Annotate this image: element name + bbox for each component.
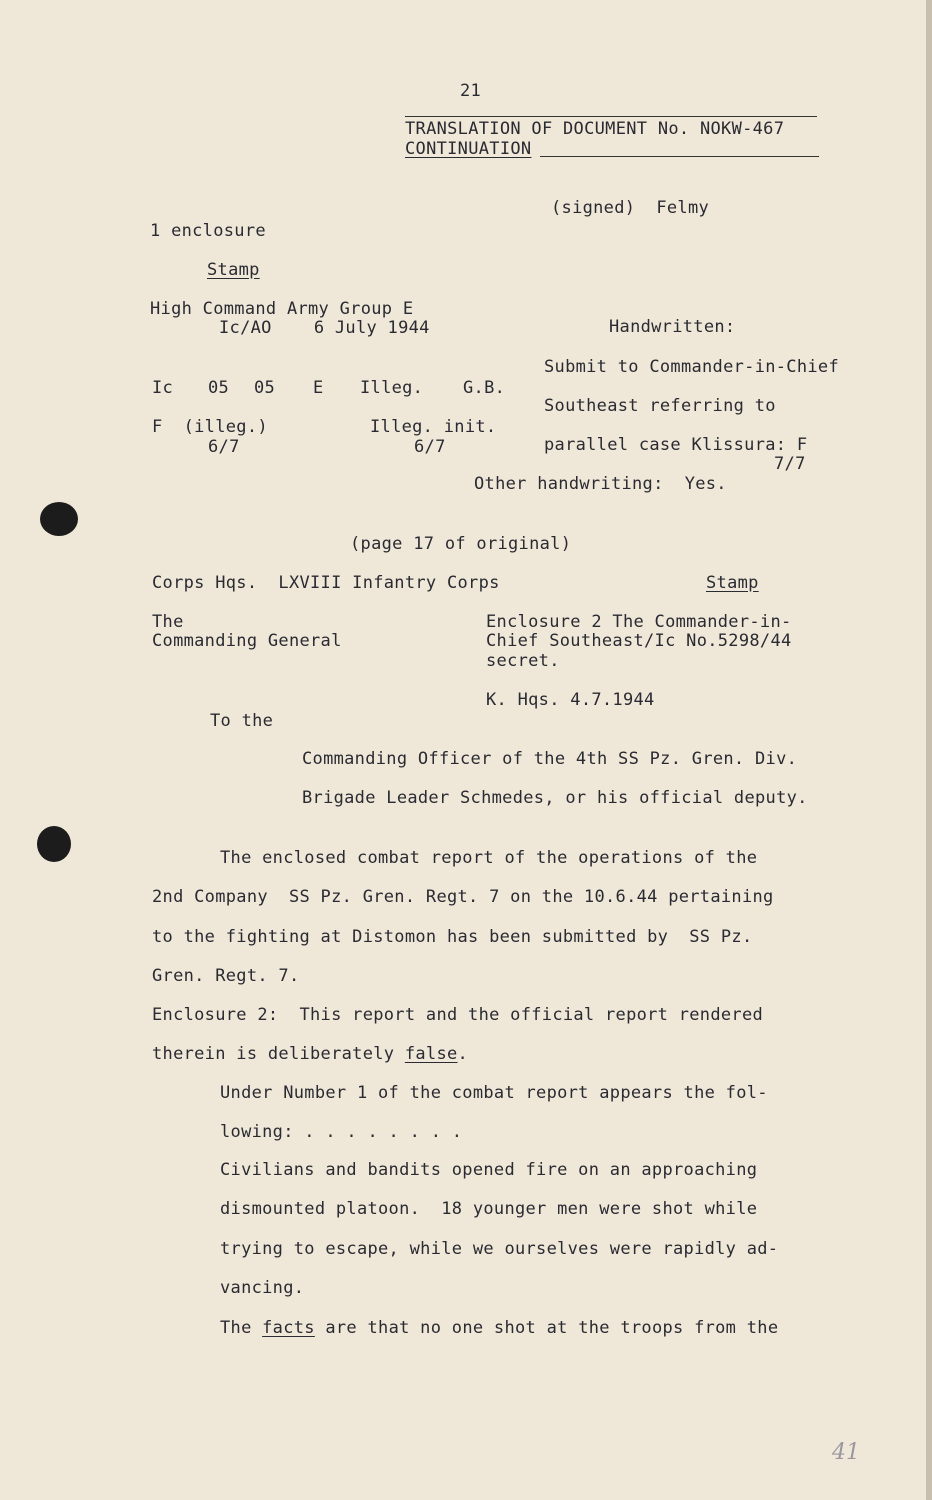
handwritten-note-line1: Submit to Commander-in-Chief xyxy=(544,357,839,377)
document-title: TRANSLATION OF DOCUMENT No. NOKW-467 xyxy=(405,119,785,139)
false-emphasis: false xyxy=(404,1044,458,1064)
illeg-init-line2: 6/7 xyxy=(414,437,446,457)
body-p5-line1-start: The xyxy=(220,1318,263,1338)
body-p2-line1: Enclosure 2: This report and the official report rendered xyxy=(152,1005,764,1025)
code-e: E xyxy=(313,378,324,398)
stamp-label: Stamp xyxy=(207,260,260,280)
body-p5-line1 xyxy=(220,1318,778,1338)
body-p3-line2: lowing: . . . . . . . . xyxy=(220,1122,463,1142)
code-ic: Ic xyxy=(152,378,174,398)
header-rule-top xyxy=(405,116,817,117)
pencil-page-mark: 41 xyxy=(832,1440,860,1465)
code-illeg: Illeg. xyxy=(360,378,424,398)
body-p1-line4: Gren. Regt. 7. xyxy=(152,966,300,986)
code-gb: G.B. xyxy=(463,378,506,398)
body-p2-line2-end: . xyxy=(457,1044,469,1064)
high-command-line2: Ic/AO 6 July 1944 xyxy=(219,318,430,338)
body-p1-line2: 2nd Company SS Pz. Gren. Regt. 7 on the 10.6.44 pertaining xyxy=(152,887,774,907)
binder-hole-bottom xyxy=(37,826,71,862)
body-p4-line3: trying to escape, while we ourselves were rapidly ad- xyxy=(220,1239,779,1259)
body-p4-line2: dismounted platoon. 18 younger men were shot while xyxy=(220,1199,758,1219)
body-p1-line1: The enclosed combat report of the operations of the xyxy=(220,848,758,868)
date-line: K. Hqs. 4.7.1944 xyxy=(486,690,655,710)
enclosure2-ref-line2: Chief Southeast/Ic No.5298/44 xyxy=(486,631,792,651)
binder-hole-top xyxy=(40,502,78,536)
code-05-second: 05 xyxy=(254,378,276,398)
body-p4-line4: vancing. xyxy=(220,1278,305,1298)
illeg-init-line1: Illeg. init. xyxy=(370,417,497,437)
f-illeg-line2: 6/7 xyxy=(208,437,240,457)
f-illeg-line1: F (illeg.) xyxy=(152,417,268,437)
signature-line: (signed) Felmy xyxy=(551,198,710,218)
corps-header: Corps Hqs. LXVIII Infantry Corps xyxy=(152,573,500,593)
commanding-general-line1: The xyxy=(152,612,184,632)
body-p5-line1-rest: are that no one shot at the troops from the xyxy=(314,1318,779,1338)
handwritten-note-line3: parallel case Klissura: F xyxy=(544,435,808,455)
body-p2-line2-text: therein is deliberately xyxy=(152,1044,405,1064)
body-p2-line2 xyxy=(152,1044,468,1064)
original-page-reference: (page 17 of original) xyxy=(350,534,572,554)
stamp-label-2: Stamp xyxy=(706,573,759,593)
page-number: 21 xyxy=(460,81,482,101)
body-p3-line1: Under Number 1 of the combat report appears the fol- xyxy=(220,1083,768,1103)
to-the: To the xyxy=(210,711,274,731)
commanding-general-line2: Commanding General xyxy=(152,631,342,651)
enclosure2-ref-line1: Enclosure 2 The Commander-in- xyxy=(486,612,792,632)
code-05-first: 05 xyxy=(208,378,230,398)
recipient-line1: Commanding Officer of the 4th SS Pz. Gren. Div. xyxy=(302,749,798,769)
header-rule-bottom xyxy=(540,156,819,157)
handwritten-note-line2: Southeast referring to xyxy=(544,396,776,416)
high-command-line1: High Command Army Group E xyxy=(150,299,414,319)
body-p4-line1: Civilians and bandits opened fire on an approaching xyxy=(220,1160,758,1180)
enclosure2-ref-line3: secret. xyxy=(486,651,560,671)
enclosure-count: 1 enclosure xyxy=(150,221,266,241)
body-p1-line3: to the fighting at Distomon has been submitted by SS Pz. xyxy=(152,927,753,947)
handwritten-label: Handwritten: xyxy=(609,317,736,337)
facts-emphasis: facts xyxy=(262,1318,315,1338)
recipient-line2: Brigade Leader Schmedes, or his official deputy. xyxy=(302,788,808,808)
handwritten-note-date: 7/7 xyxy=(774,454,806,474)
other-handwriting: Other handwriting: Yes. xyxy=(474,474,727,494)
document-continuation: CONTINUATION xyxy=(405,139,532,159)
